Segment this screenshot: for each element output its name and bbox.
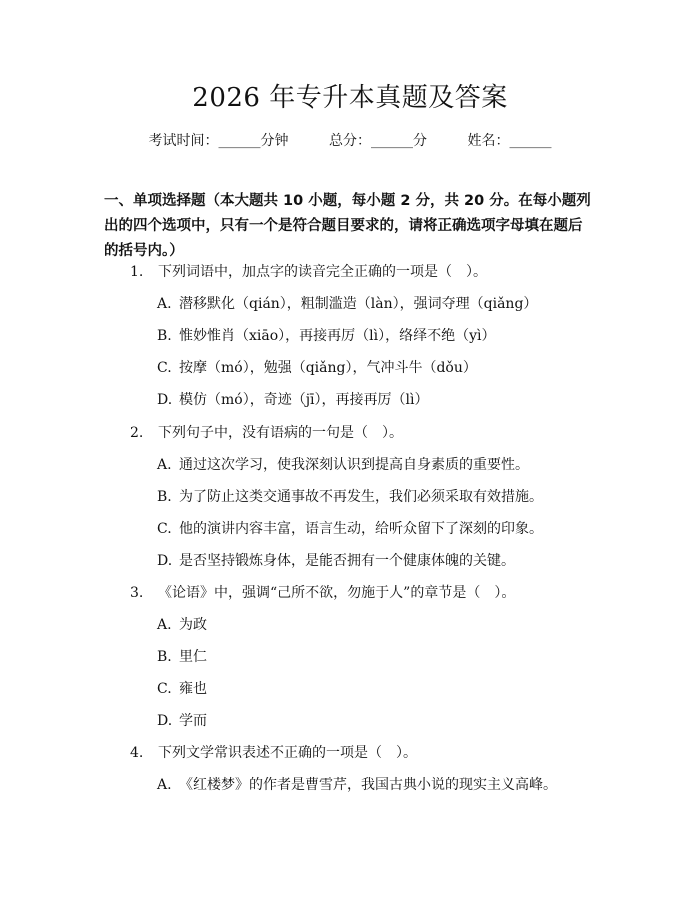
option-text: 学而 [179, 713, 207, 729]
option-letter: B. [157, 649, 172, 665]
question-2-option-b [157, 487, 543, 507]
question-3-option-c [157, 679, 207, 699]
question-number: 4. [130, 745, 144, 761]
question-text: 下列句子中，没有语病的一句是（ ）。 [158, 425, 403, 441]
question-number: 2. [130, 425, 144, 441]
question-1 [130, 262, 487, 282]
option-letter: A. [157, 777, 172, 793]
question-text: 《论语》中，强调“己所不欲，勿施于人”的章节是（ ）。 [158, 585, 516, 601]
option-text: 为了防止这类交通事故不再发生，我们必须采取有效措施。 [179, 489, 543, 505]
option-letter: D. [157, 392, 173, 408]
question-2 [130, 423, 403, 443]
option-text: 里仁 [179, 649, 207, 665]
option-text: 通过这次学习，使我深刻认识到提高自身素质的重要性。 [179, 457, 529, 473]
option-letter: A. [157, 296, 172, 312]
section-heading: 一、单项选择题（本大题共 10 小题，每小题 2 分，共 20 分。在每小题列出的四个选项中，只有一个是符合题目要求的，请将正确选项字母填在题后的括号内。） [104, 193, 591, 259]
option-text: 模仿（mó），奇迹（jī），再接再厉（lì） [179, 392, 429, 408]
option-text: 按摩（mó），勉强（qiǎng），气冲斗牛（dǒu） [179, 360, 477, 376]
question-4-option-a [157, 775, 557, 795]
question-3-option-b [157, 647, 207, 667]
question-number: 3. [130, 585, 144, 601]
option-text: 他的演讲内容丰富，语言生动，给听众留下了深刻的印象。 [179, 521, 543, 537]
question-text: 下列文学常识表述不正确的一项是（ ）。 [158, 745, 417, 761]
question-2-option-a [157, 455, 529, 475]
exam-meta [0, 130, 700, 152]
option-text: 惟妙惟肖（xiāo），再接再厉（lì），络绎不绝（yì） [179, 328, 496, 344]
question-1-option-d [157, 390, 428, 410]
option-letter: D. [157, 713, 173, 729]
question-1-option-a [157, 294, 537, 314]
question-4 [130, 743, 417, 763]
page-title: 2026 年专升本真题及答案 [192, 83, 508, 113]
question-1-option-b [157, 326, 496, 346]
option-text: 潜移默化（qián），粗制滥造（làn），强词夺理（qiǎng） [179, 296, 538, 312]
option-text: 是否坚持锻炼身体，是能否拥有一个健康体魄的关键。 [179, 553, 515, 569]
option-letter: C. [157, 681, 172, 697]
question-text: 下列词语中，加点字的读音完全正确的一项是（ ）。 [158, 264, 487, 280]
option-text: 《红楼梦》的作者是曹雪芹，我国古典小说的现实主义高峰。 [179, 777, 557, 793]
option-letter: C. [157, 521, 172, 537]
option-text: 雍也 [179, 681, 207, 697]
question-3-option-a [157, 615, 207, 635]
option-letter: C. [157, 360, 172, 376]
exam-score: 总分：______分 [329, 133, 427, 149]
option-letter: B. [157, 328, 172, 344]
option-text: 为政 [179, 617, 207, 633]
student-name: 姓名：______ [467, 133, 552, 149]
question-2-option-c [157, 519, 543, 539]
option-letter: D. [157, 553, 173, 569]
question-3 [130, 583, 515, 603]
question-3-option-d [157, 711, 207, 731]
option-letter: B. [157, 489, 172, 505]
exam-time: 考试时间：______分钟 [148, 133, 289, 149]
question-2-option-d [157, 551, 515, 571]
question-number: 1. [130, 264, 144, 280]
question-1-option-c [157, 358, 477, 378]
option-letter: A. [157, 617, 172, 633]
option-letter: A. [157, 457, 172, 473]
